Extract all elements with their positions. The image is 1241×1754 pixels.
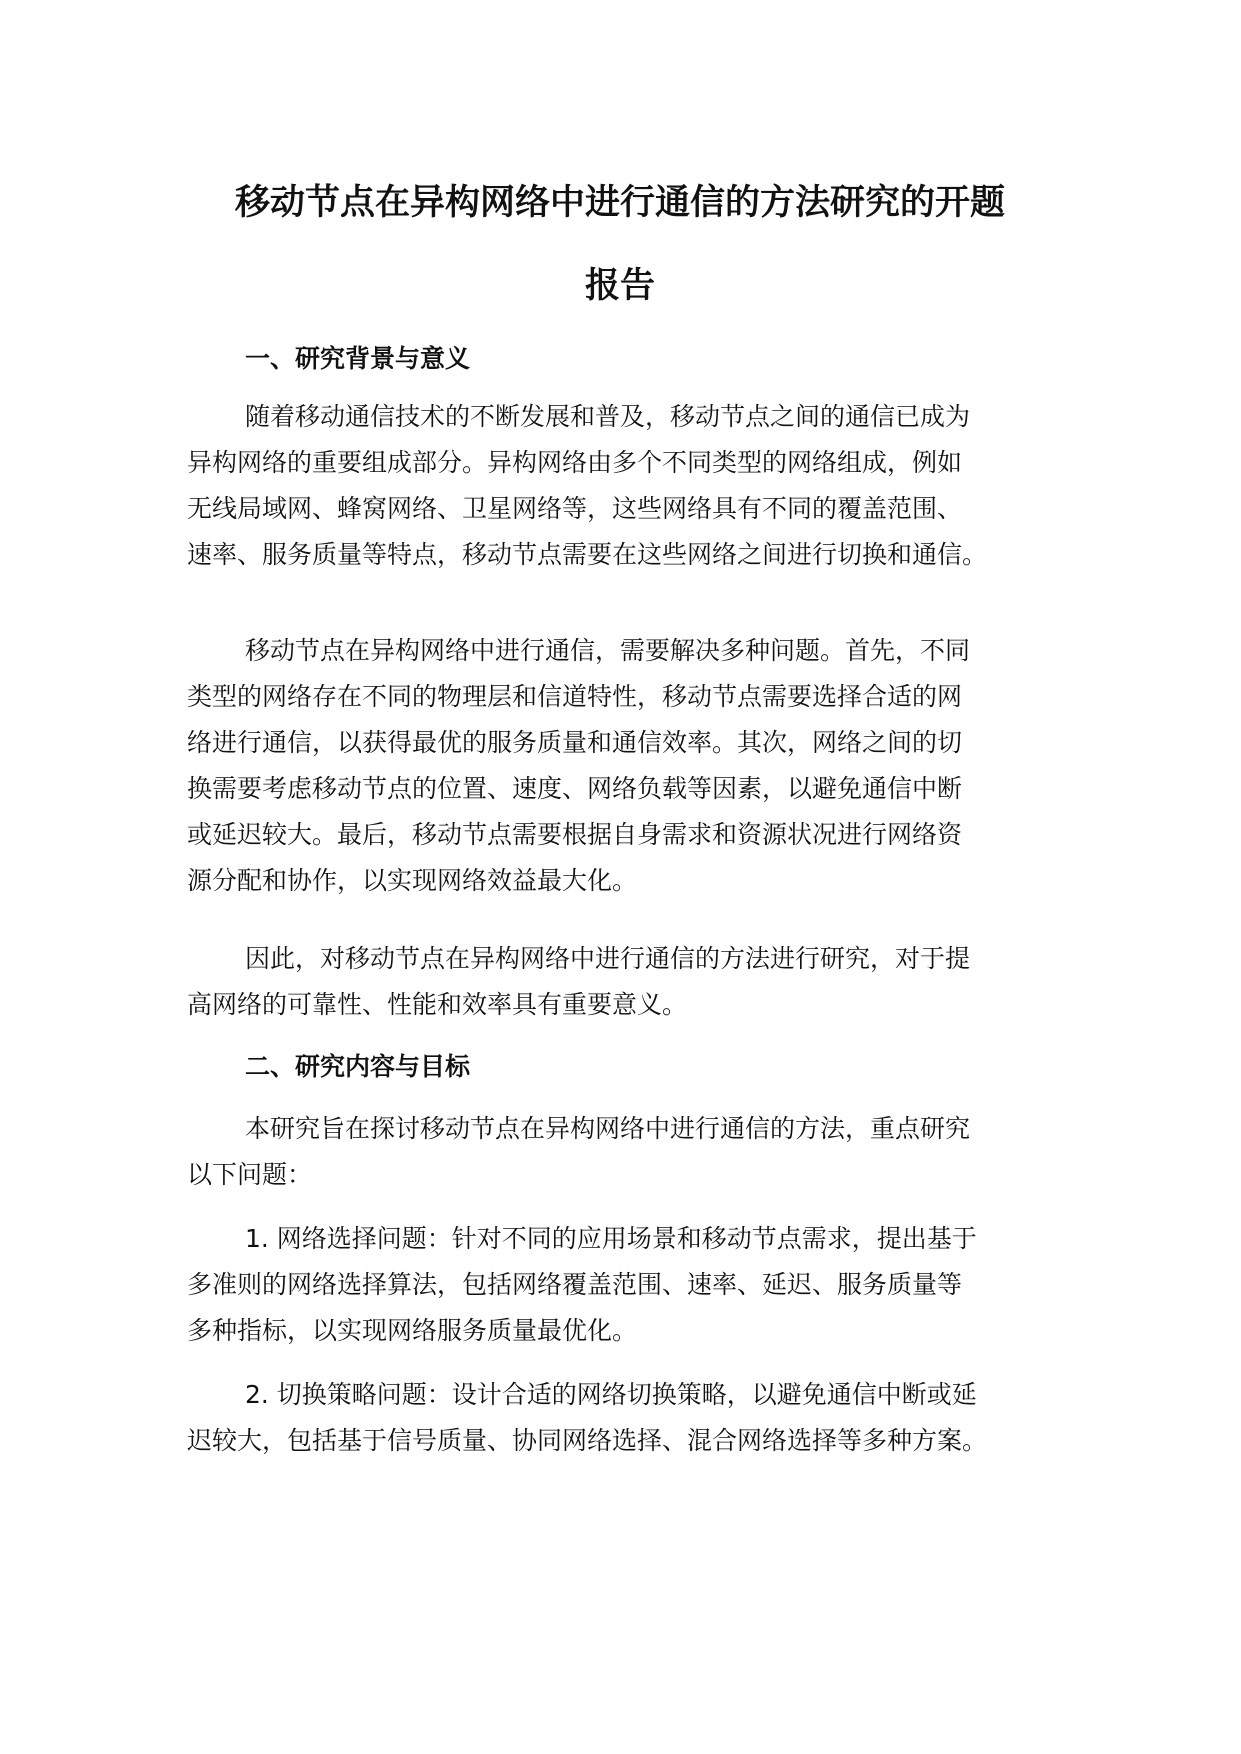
paragraph-line: 以下问题： [187,1160,313,1189]
paragraph-line: 或延迟较大。最后，移动节点需要根据自身需求和资源状况进行网络资 [187,820,963,849]
document-title-line-1: 移动节点在异构网络中进行通信的方法研究的开题 [234,183,1005,223]
paragraph-line: 类型的网络存在不同的物理层和信道特性，移动节点需要选择合适的网 [187,682,963,711]
paragraph-handover-strategy [187,1372,1067,1464]
paragraph-background-1 [187,394,1067,578]
paragraph-research-aim [187,1106,1067,1198]
paragraph-line: 高网络的可靠性、性能和效率具有重要意义。 [187,990,688,1019]
document-title-line-2: 报告 [584,266,655,306]
paragraph-line: 换需要考虑移动节点的位置、速度、网络负载等因素，以避免通信中断 [187,774,963,803]
paragraph-network-selection [187,1216,1067,1354]
section-heading-content-goals: 二、研究内容与目标 [245,1052,471,1081]
paragraph-line: 1. 网络选择问题：针对不同的应用场景和移动节点需求，提出基于 [245,1224,977,1253]
paragraph-line: 源分配和协作，以实现网络效益最大化。 [187,866,638,895]
paragraph-line: 多种指标，以实现网络服务质量最优化。 [187,1316,638,1345]
section-heading-background: 一、研究背景与意义 [245,344,471,373]
paragraph-line: 随着移动通信技术的不断发展和普及，移动节点之间的通信已成为 [245,402,971,431]
paragraph-line: 迟较大，包括基于信号质量、协同网络选择、混合网络选择等多种方案。 [187,1426,988,1455]
paragraph-line: 本研究旨在探讨移动节点在异构网络中进行通信的方法，重点研究 [245,1114,971,1143]
paragraph-line: 因此，对移动节点在异构网络中进行通信的方法进行研究，对于提 [245,944,971,973]
paragraph-line: 异构网络的重要组成部分。异构网络由多个不同类型的网络组成，例如 [187,448,963,477]
paragraph-line: 多准则的网络选择算法，包括网络覆盖范围、速率、延迟、服务质量等 [187,1270,963,1299]
paragraph-line: 移动节点在异构网络中进行通信，需要解决多种问题。首先，不同 [245,636,971,665]
paragraph-line: 2. 切换策略问题：设计合适的网络切换策略，以避免通信中断或延 [245,1380,977,1409]
paragraph-line: 络进行通信，以获得最优的服务质量和通信效率。其次，网络之间的切 [187,728,963,757]
paragraph-line: 无线局域网、蜂窝网络、卫星网络等，这些网络具有不同的覆盖范围、 [187,494,963,523]
paragraph-background-2 [187,628,1067,904]
paragraph-significance [187,936,1067,1028]
paragraph-line: 速率、服务质量等特点，移动节点需要在这些网络之间进行切换和通信。 [187,540,988,569]
